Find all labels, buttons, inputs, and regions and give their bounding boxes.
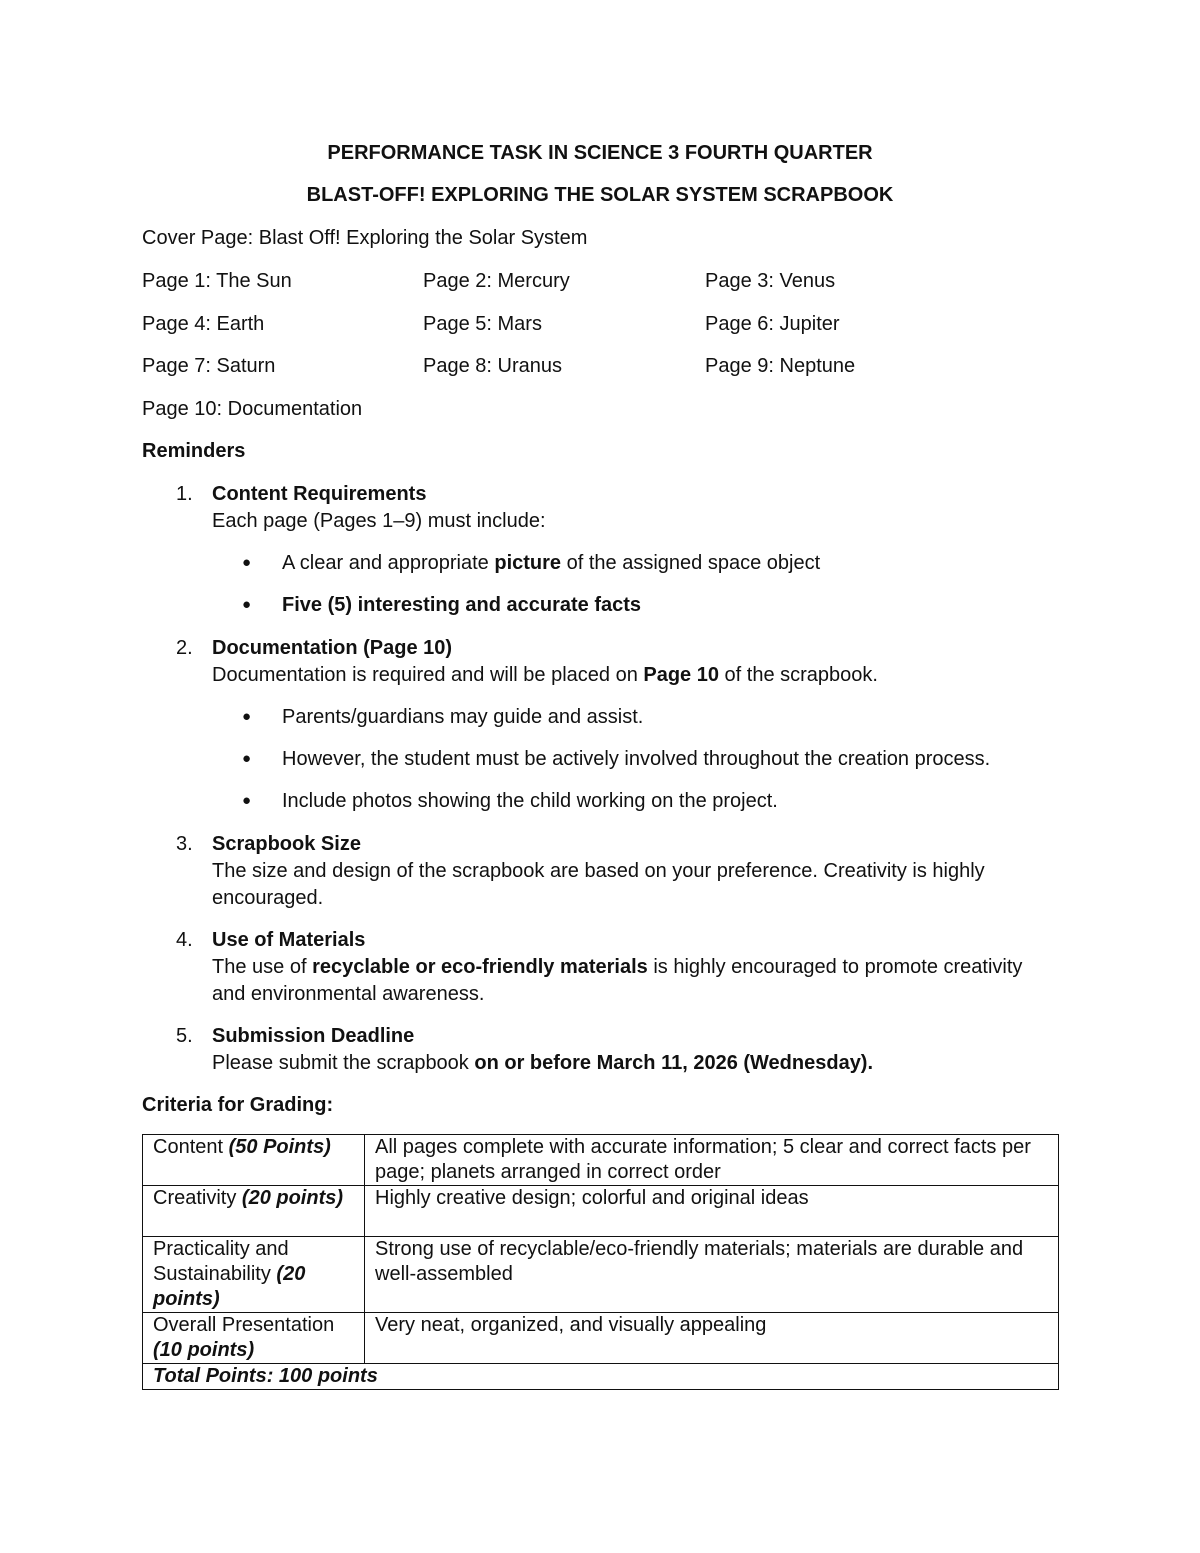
- reminder-number: 2.: [176, 637, 193, 659]
- reminder-description: [212, 1050, 1058, 1077]
- reminder-number: 4.: [176, 929, 193, 951]
- reminder-item-content: [212, 927, 1058, 1008]
- reminder-title: Use of Materials: [212, 929, 366, 951]
- bullet-icon: ●: [242, 708, 252, 725]
- description-bold-part: recyclable or eco-friendly materials: [312, 956, 648, 978]
- bullet-item: However, the student must be actively involved throughout the creation process.: [282, 748, 991, 770]
- criterion-cell: [143, 1135, 365, 1186]
- bullet-icon: ●: [242, 596, 252, 613]
- criterion-label: Overall Presentation: [153, 1314, 335, 1336]
- description-text-part: The use of: [212, 956, 313, 978]
- page-list-item: Page 1: The Sun: [142, 270, 292, 292]
- bullet-item: Five (5) interesting and accurate facts: [282, 594, 642, 616]
- table-row-total: [143, 1364, 1059, 1390]
- document-title: PERFORMANCE TASK IN SCIENCE 3 FOURTH QUARTER: [327, 142, 873, 164]
- criterion-cell: [143, 1237, 365, 1313]
- table-row: [143, 1135, 1059, 1186]
- reminder-number: 3.: [176, 833, 193, 855]
- bullet-item: Parents/guardians may guide and assist.: [282, 706, 644, 728]
- bullet-icon: ●: [242, 792, 252, 809]
- reminder-title: Scrapbook Size: [212, 833, 361, 855]
- reminder-number: 5.: [176, 1025, 193, 1047]
- table-row: [143, 1313, 1059, 1364]
- description-text-part: Documentation is required and will be placed on: [212, 664, 644, 686]
- reminder-item-content: [212, 831, 1058, 912]
- criterion-cell: [143, 1313, 365, 1364]
- bullet-item: Include photos showing the child working on the project.: [282, 790, 778, 812]
- reminder-description: Each page (Pages 1–9) must include:: [212, 510, 546, 532]
- page-list-item: Page 8: Uranus: [423, 355, 562, 377]
- criterion-label: Creativity: [153, 1187, 242, 1209]
- criterion-label: Content: [153, 1136, 229, 1158]
- description-text-part: is highly encouraged to promote creativity and environmental awareness.: [212, 956, 1023, 1005]
- page-list-item: Page 2: Mercury: [423, 270, 570, 292]
- bullet-icon: ●: [242, 554, 252, 571]
- document-subtitle: BLAST-OFF! EXPLORING THE SOLAR SYSTEM SCRAPBOOK: [306, 184, 894, 206]
- reminder-title: Submission Deadline: [212, 1025, 415, 1047]
- reminder-title: Documentation (Page 10): [212, 637, 453, 659]
- reminder-description: [212, 954, 1058, 1008]
- page-list-item: Page 5: Mars: [423, 313, 542, 335]
- table-row: [143, 1186, 1059, 1237]
- description-bold-part: Page 10: [643, 664, 719, 686]
- bullet-icon: ●: [242, 750, 252, 767]
- reminders-heading: Reminders: [142, 440, 246, 462]
- description-bold-part: on or before March 11, 2026 (Wednesday).: [474, 1052, 874, 1074]
- total-points: Total Points: 100 points: [143, 1364, 1059, 1390]
- description-text-part: Please submit the scrapbook: [212, 1052, 475, 1074]
- reminder-item-content: [212, 635, 1058, 689]
- page-list-item: Page 10: Documentation: [142, 398, 363, 420]
- cover-page-line: Cover Page: Blast Off! Exploring the Solar System: [142, 227, 588, 249]
- table-row: [143, 1237, 1059, 1313]
- criterion-points: (20 points): [153, 1263, 306, 1310]
- criterion-description: Highly creative design; colorful and original ideas: [365, 1186, 1059, 1237]
- reminder-item-content: [212, 481, 1058, 535]
- page-list-item: Page 6: Jupiter: [705, 313, 840, 335]
- page-list-item: Page 9: Neptune: [705, 355, 856, 377]
- description-text-part: of the scrapbook.: [718, 664, 878, 686]
- criteria-heading: Criteria for Grading:: [142, 1094, 334, 1116]
- criterion-cell: [143, 1186, 365, 1237]
- page-list-item: Page 4: Earth: [142, 313, 265, 335]
- reminder-title: Content Requirements: [212, 483, 427, 505]
- bullet-bold-part: picture: [494, 552, 562, 574]
- reminder-number: 1.: [176, 483, 193, 505]
- grading-table: [142, 1134, 1059, 1390]
- criterion-points: (20 points): [241, 1187, 344, 1209]
- criterion-description: All pages complete with accurate information; 5 clear and correct facts per page; planets arranged in correct order: [365, 1135, 1059, 1186]
- criterion-description: Very neat, organized, and visually appealing: [365, 1313, 1059, 1364]
- criterion-description: Strong use of recyclable/eco-friendly materials; materials are durable and well-assembled: [365, 1237, 1059, 1313]
- criterion-points: (50 Points): [228, 1136, 331, 1158]
- reminder-item-content: [212, 1023, 1058, 1077]
- bullet-text-part: of the assigned space object: [561, 552, 821, 574]
- criterion-points: (10 points): [153, 1339, 255, 1361]
- bullet-item: [282, 552, 820, 575]
- page-list-item: Page 7: Saturn: [142, 355, 276, 377]
- reminder-description: [212, 662, 1058, 689]
- bullet-text-part: A clear and appropriate: [282, 552, 495, 574]
- page-list-item: Page 3: Venus: [705, 270, 836, 292]
- reminder-description: The size and design of the scrapbook are based on your preference. Creativity is highly encouraged.: [212, 860, 985, 909]
- criterion-label: Practicality and Sustainability: [153, 1238, 289, 1285]
